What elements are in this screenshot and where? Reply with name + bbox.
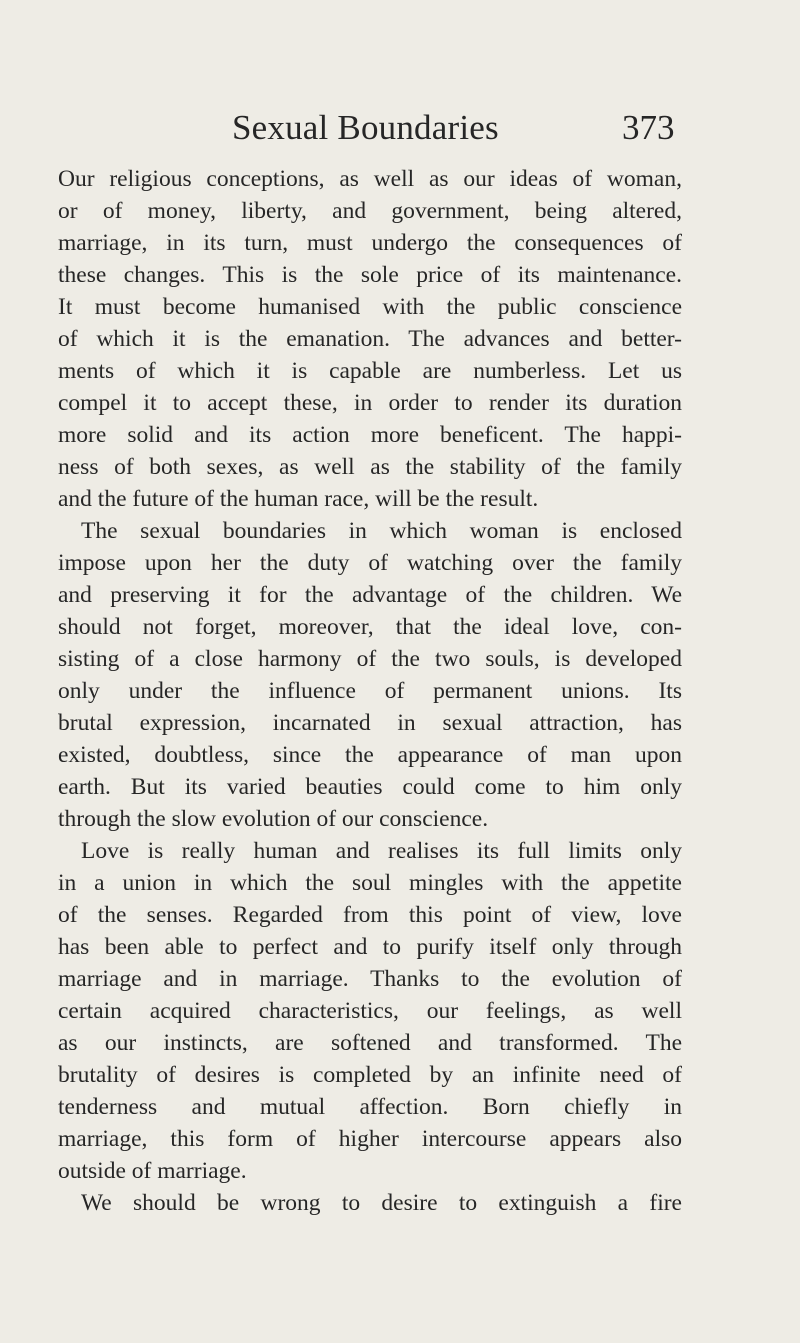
text-line: ments of which it is capable are numberless. Let us <box>58 358 682 384</box>
text-line: brutality of desires is completed by an infinite need of <box>58 1062 682 1088</box>
running-title: Sexual Boundaries <box>232 108 499 147</box>
text-line: more solid and its action more beneficent. The happi- <box>58 422 682 448</box>
text-line: marriage, this form of higher intercourse appears also <box>58 1126 682 1152</box>
text-line: and the future of the human race, will be the result. <box>58 486 539 512</box>
text-line: only under the influence of permanent unions. Its <box>58 678 682 704</box>
text-line: through the slow evolution of our conscience. <box>58 806 489 832</box>
text-line: It must become humanised with the public conscience <box>58 294 682 320</box>
text-line: and preserving it for the advantage of the children. We <box>58 582 682 608</box>
text-line: outside of marriage. <box>58 1158 247 1184</box>
text-line: as our instincts, are softened and transformed. The <box>58 1030 682 1056</box>
text-line: marriage, in its turn, must undergo the consequences of <box>58 230 682 256</box>
text-line: We should be wrong to desire to extinguish a fire <box>81 1190 682 1216</box>
text-line: ness of both sexes, as well as the stability of the family <box>58 454 682 480</box>
text-line: or of money, liberty, and government, being altered, <box>58 198 682 224</box>
text-line: tenderness and mutual affection. Born chiefly in <box>58 1094 682 1120</box>
text-line: existed, doubtless, since the appearance of man upon <box>58 742 682 768</box>
text-line: of the senses. Regarded from this point of view, love <box>58 902 682 928</box>
text-line: Love is really human and realises its full limits only <box>81 838 682 864</box>
text-line: certain acquired characteristics, our feelings, as well <box>58 998 682 1024</box>
text-line: has been able to perfect and to purify itself only through <box>58 934 682 960</box>
text-line: earth. But its varied beauties could come to him only <box>58 774 682 800</box>
text-line: sisting of a close harmony of the two souls, is developed <box>58 646 682 672</box>
text-line: of which it is the emanation. The advances and better- <box>58 326 682 352</box>
text-line: impose upon her the duty of watching over the family <box>58 550 682 576</box>
text-line: in a union in which the soul mingles with the appetite <box>58 870 682 896</box>
text-line: marriage and in marriage. Thanks to the evolution of <box>58 966 682 992</box>
text-line: brutal expression, incarnated in sexual attraction, has <box>58 710 682 736</box>
running-head <box>0 108 800 148</box>
text-line: The sexual boundaries in which woman is enclosed <box>81 518 682 544</box>
page-number: 373 <box>622 108 675 147</box>
text-line: compel it to accept these, in order to render its duration <box>58 390 682 416</box>
text-line: these changes. This is the sole price of its maintenance. <box>58 262 682 288</box>
text-line: Our religious conceptions, as well as our ideas of woman, <box>58 166 682 192</box>
text-line: should not forget, moreover, that the ideal love, con- <box>58 614 682 640</box>
